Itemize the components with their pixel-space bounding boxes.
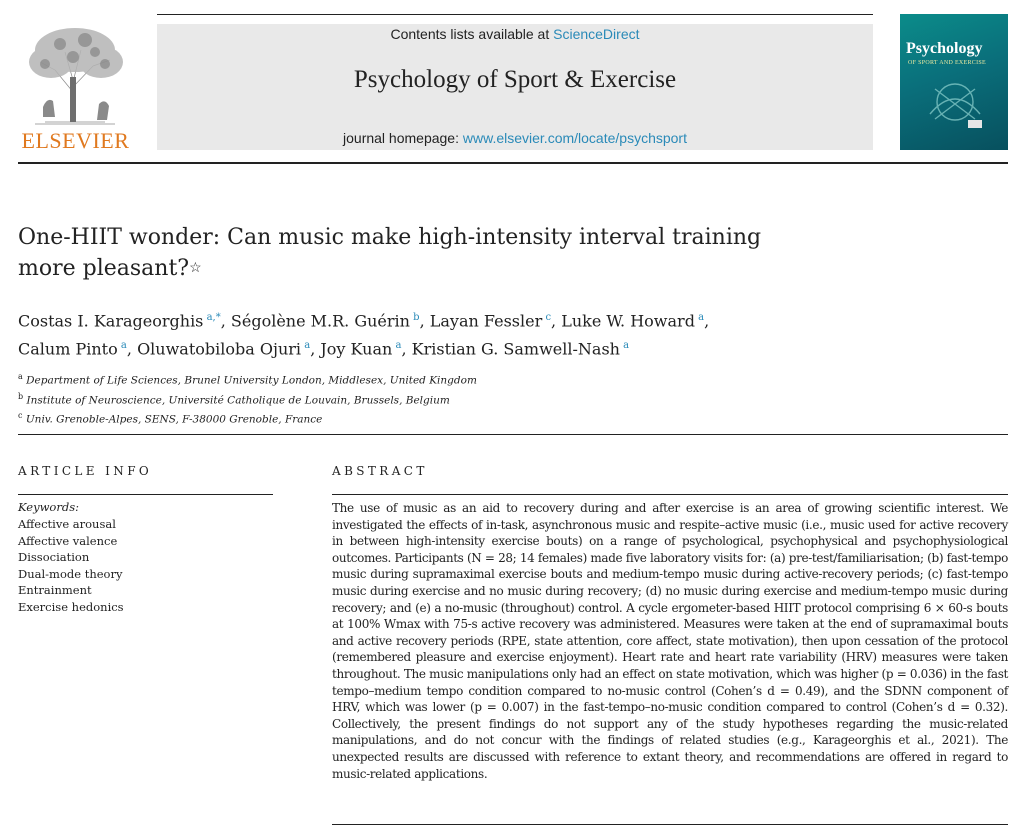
abstract-rule [332, 494, 1008, 495]
author-affiliation-mark[interactable]: a [304, 340, 311, 352]
article-info-rule [18, 494, 273, 495]
author-affiliation-mark[interactable]: a,* [206, 312, 221, 323]
contents-line [157, 26, 873, 42]
affiliation-text: Univ. Grenoble-Alpes, SENS, F-38000 Grenoble, France [25, 413, 323, 426]
author-affiliation-mark[interactable]: a [395, 340, 402, 352]
affiliation-text: Department of Life Sciences, Brunel University London, Middlesex, United Kingdom [26, 374, 477, 387]
affiliation-text: Institute of Neuroscience, Université Catholique de Louvain, Brussels, Belgium [26, 394, 450, 406]
contents-prefix: Contents lists available at [390, 26, 554, 42]
affiliation-mark: a [18, 372, 23, 381]
keywords-label: Keywords: [18, 500, 79, 514]
tree-icon [15, 22, 135, 127]
journal-homepage-link[interactable]: www.elsevier.com/locate/psychsport [462, 130, 687, 146]
keyword-item: Exercise hedonics [18, 599, 124, 614]
article-info-heading: ARTICLE INFO [18, 464, 153, 478]
header-bottom-rule [18, 162, 1008, 164]
keyword-item: Affective valence [18, 533, 118, 548]
cover-subtitle: OF SPORT AND EXERCISE [908, 60, 987, 66]
header-top-rule [157, 14, 873, 15]
keyword-item: Dissociation [18, 550, 90, 564]
affiliation-item [18, 389, 818, 409]
keyword-item: Affective arousal [18, 517, 116, 531]
author-name[interactable]: Calum Pinto [18, 339, 118, 359]
abstract-heading: ABSTRACT [332, 464, 428, 478]
author-affiliation-mark[interactable]: a [120, 340, 127, 352]
article-title-text: One-HIIT wonder: Can music make high-intensity interval training more pleasant? [18, 225, 762, 281]
journal-banner [157, 24, 873, 150]
abstract-text: The use of music as an aid to recovery during and after exercise is an area of growing scientific interest. We investigated the effects of in-task, asynchronous music and respite–active music (i.e., music used for active recovery in between high-intensity exercise bouts) on a range of psychological, psychophysical and psychophysiological outcomes. Participants (N = 28; 14 females) made five laboratory visits for: (a) pre-test/familiarisation; (b) fast-tempo music during supramaximal exercise bouts and medium-tempo music during active-recovery periods; (c) fast-tempo music during exercise and no music during recovery; (d) no music during exercise and medium-tempo music during recovery; and (e) a no-music (throughout) control. A cycle ergometer-based HIIT protocol comprising 6 × 60-s bouts at 100% Wmax with 75-s active recovery was administered. Measures were taken at the end of supramaximal bouts and active recovery periods (RPE, state attention, core affect, state motivation), then upon cessation of the protocol (remembered pleasure and exercise enjoyment). Heart rate and heart rate variability (HRV) measures were taken throughout. The music manipulations only had an effect on state motivation, which was higher (p = 0.036) in the fast tempo–medium tempo condition compared to no-music control (Cohen’s d = 0.49), and the SDNN component of HRV, which was lower (p = 0.007) in the fast-tempo–no-music condition compared to control (Cohen’s d = 0.32). Collectively, the present findings do not support any of the study hypotheses regarding the music-related manipulations, and do not concur with the findings of related studies (e.g., Karageorghis et al., 2021). The unexpected results are discussed with reference to extant theory, and recommendations are offered in regard to music-related applications. [332, 501, 1008, 781]
author-affiliation-mark[interactable]: c [545, 312, 552, 323]
cover-art-icon [920, 74, 990, 134]
author-affiliation-mark[interactable]: b [413, 312, 420, 323]
abstract-bottom-rule [332, 824, 1008, 825]
affiliation-mark: c [18, 411, 23, 420]
author-name[interactable]: Layan Fessler [429, 311, 543, 331]
keyword-item: Entrainment [18, 583, 92, 597]
author-name[interactable]: Kristian G. Samwell-Nash [411, 339, 620, 359]
keywords-list [18, 516, 124, 615]
journal-cover-thumbnail[interactable] [900, 14, 1008, 150]
affiliation-mark: b [18, 391, 24, 401]
affiliations-divider [18, 434, 1008, 435]
author-affiliation-mark[interactable]: a [623, 340, 630, 352]
author-name[interactable]: Ségolène M.R. Guérin [230, 311, 410, 331]
article-title [18, 222, 818, 284]
author-name[interactable]: Luke W. Howard [561, 311, 695, 331]
affiliation-list [18, 369, 818, 428]
affiliation-item [18, 369, 818, 389]
keyword-item: Dual-mode theory [18, 566, 123, 581]
author-affiliation-mark[interactable]: a [698, 312, 705, 323]
author-list: Costas I. Karageorghis $^{a,*}$, Ségolène M.R. Guérin $^b$, Layan Fessler $^c$, Luke W. Howard $^a$, Calum Pinto $^a$, Oluwatobiloba Ojuri $^a$, Joy Kuan $^a$, Kristian G. Samwell-Nash $^a$ [18, 311, 710, 359]
author-name[interactable]: Oluwatobiloba Ojuri [137, 339, 302, 359]
homepage-line [157, 130, 873, 146]
publisher-name: ELSEVIER [21, 128, 130, 153]
author-name[interactable]: Costas I. Karageorghis [18, 311, 204, 331]
sciencedirect-link[interactable]: ScienceDirect [553, 26, 640, 42]
title-footnote-star[interactable]: ☆ [189, 260, 202, 276]
cover-title: Psychology [906, 40, 983, 57]
author-name[interactable]: Joy Kuan [320, 339, 393, 359]
journal-title: Psychology of Sport & Exercise [353, 66, 677, 93]
homepage-prefix: journal homepage: [343, 130, 463, 146]
affiliation-item [18, 408, 818, 428]
